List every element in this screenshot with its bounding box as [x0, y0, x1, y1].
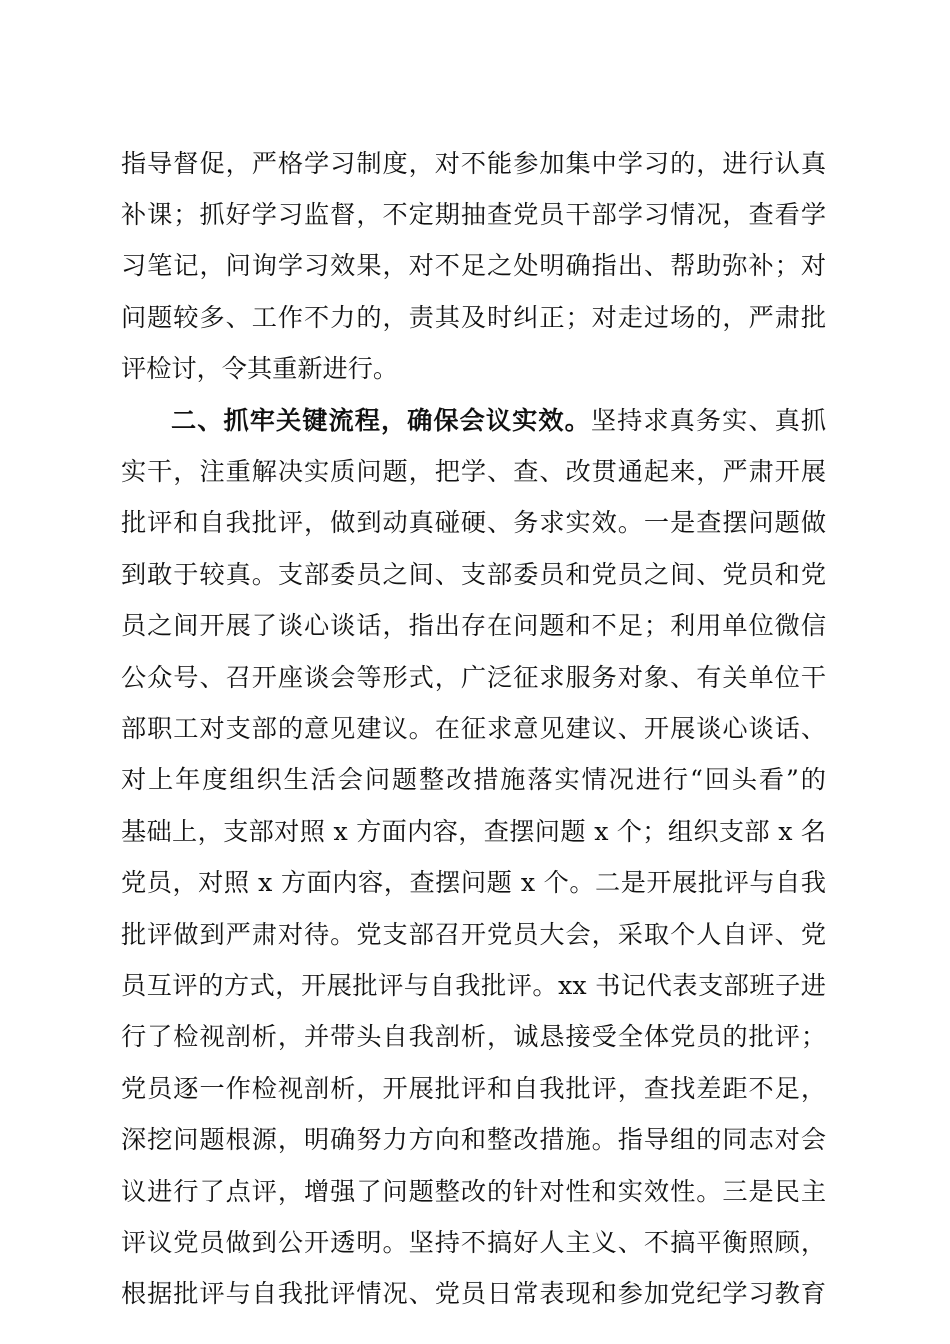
paragraph-2-line-5: 员之间开展了谈心谈话，指出存在问题和不足；利用单位微信 [121, 611, 826, 640]
paragraph-2-line-18: 根据批评与自我批评情况、党员日常表现和参加党纪学习教育 [121, 1279, 826, 1308]
paragraph-2-line-10: 党员，对照 x 方面内容，查摆问题 x 个。二是开展批评与自我 [121, 868, 826, 897]
paragraph-2-line-4: 到敢于较真。支部委员之间、支部委员和党员之间、党员和党 [121, 560, 826, 589]
paragraph-2-line-16: 议进行了点评，增强了问题整改的针对性和实效性。三是民主 [121, 1177, 826, 1206]
paragraph-2-line-1 [171, 399, 826, 443]
paragraph-2-line-14: 党员逐一作检视剖析，开展批评和自我批评，查找差距不足， [121, 1074, 826, 1103]
paragraph-2-line-17: 评议党员做到公开透明。坚持不搞好人主义、不搞平衡照顾， [121, 1228, 826, 1257]
paragraph-1-line-2: 补课；抓好学习监督，不定期抽查党员干部学习情况，查看学 [121, 200, 826, 229]
paragraph-1-line-1: 指导督促，严格学习制度，对不能参加集中学习的，进行认真 [121, 149, 826, 178]
section-heading-continuation: 坚持求真务实、真抓 [590, 406, 826, 435]
paragraph-2-line-8: 对上年度组织生活会问题整改措施落实情况进行“回头看”的 [121, 765, 826, 794]
paragraph-1-line-5: 评检讨，令其重新进行。 [121, 354, 399, 383]
paragraph-2-line-13: 行了检视剖析，并带头自我剖析，诚恳接受全体党员的批评； [121, 1022, 826, 1051]
paragraph-2-line-7: 部职工对支部的意见建议。在征求意见建议、开展谈心谈话、 [121, 714, 826, 743]
paragraph-2-line-3: 批评和自我批评，做到动真碰硬、务求实效。一是查摆问题做 [121, 508, 826, 537]
paragraph-1-line-3: 习笔记，问询学习效果，对不足之处明确指出、帮助弥补；对 [121, 251, 826, 280]
section-heading: 二、抓牢关键流程，确保会议实效。 [171, 406, 591, 435]
paragraph-2-line-9: 基础上，支部对照 x 方面内容，查摆问题 x 个；组织支部 x 名 [121, 817, 826, 846]
paragraph-2-line-11: 批评做到严肃对待。党支部召开党员大会，采取个人自评、党 [121, 920, 826, 949]
paragraph-2-line-6: 公众号、召开座谈会等形式，广泛征求服务对象、有关单位干 [121, 663, 826, 692]
paragraph-2-line-2: 实干，注重解决实质问题，把学、查、改贯通起来，严肃开展 [121, 457, 826, 486]
paragraph-2-line-15: 深挖问题根源，明确努力方向和整改措施。指导组的同志对会 [121, 1125, 826, 1154]
paragraph-2-line-12: 员互评的方式，开展批评与自我批评。xx 书记代表支部班子进 [121, 971, 826, 1000]
paragraph-1-line-4: 问题较多、工作不力的，责其及时纠正；对走过场的，严肃批 [121, 303, 826, 332]
